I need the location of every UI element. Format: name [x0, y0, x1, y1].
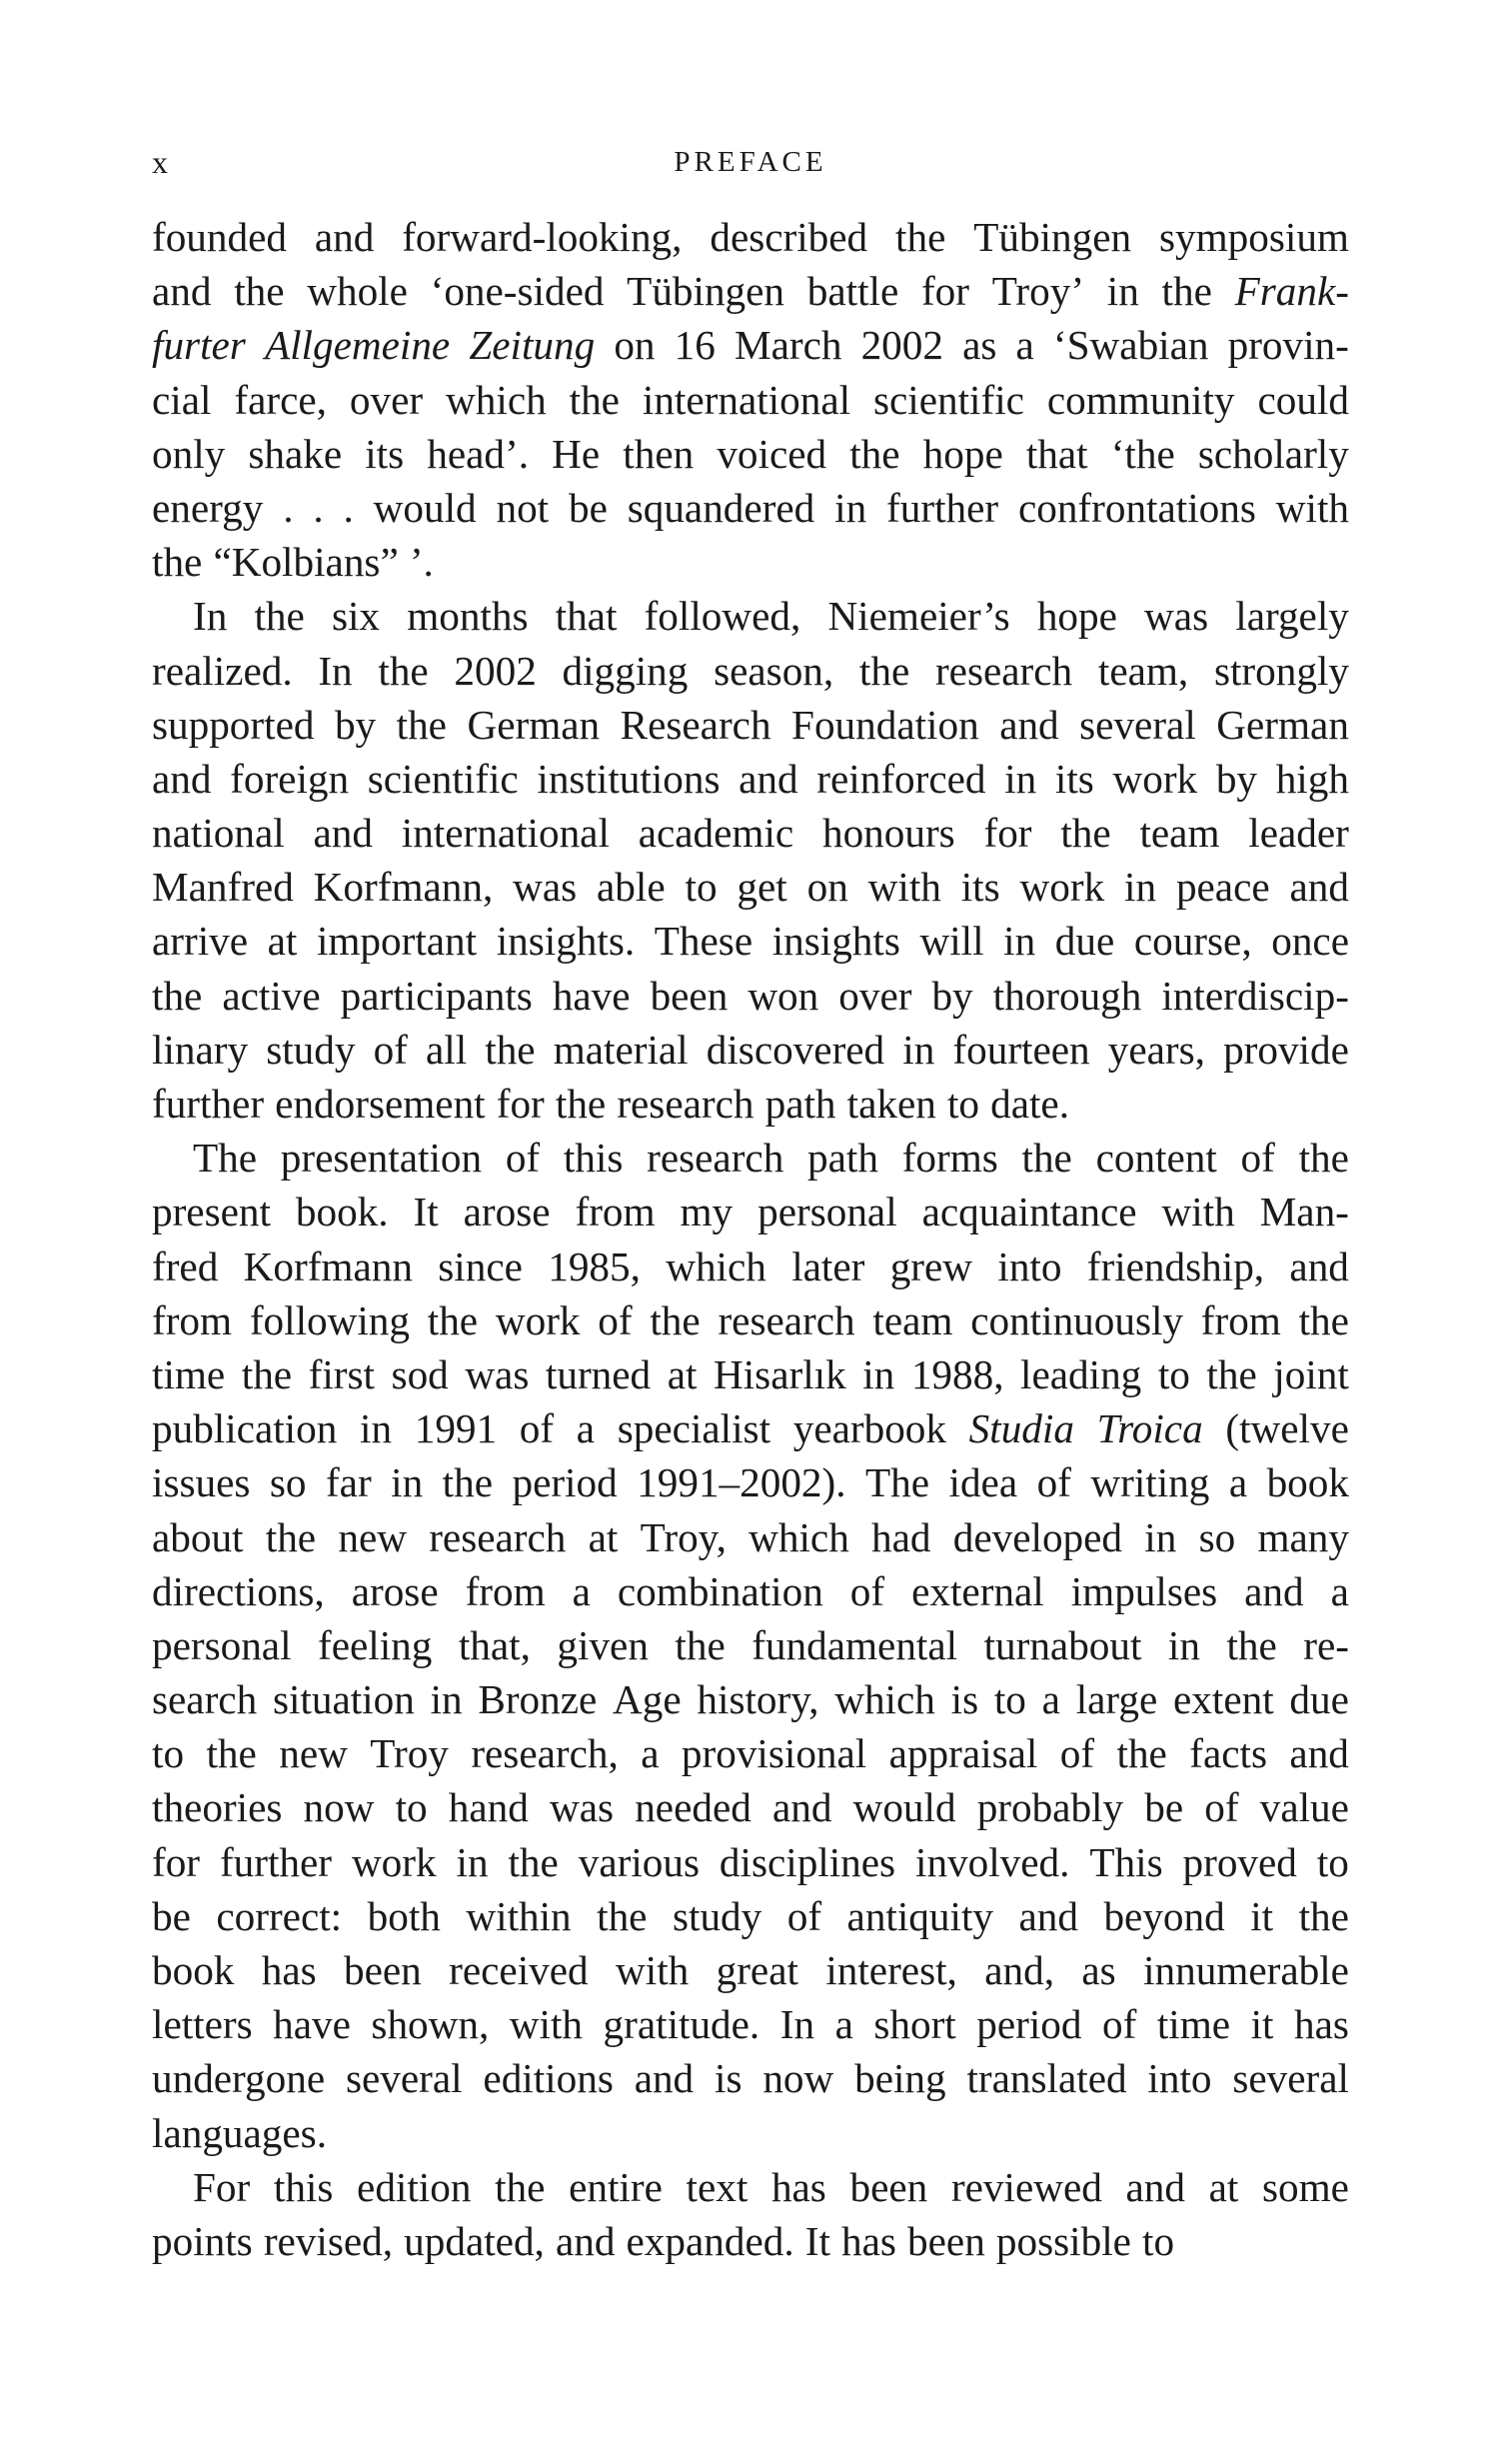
text-line: further endorsement for the research path taken to date.	[152, 1081, 1070, 1127]
text-line: founded and forward-looking, described the Tübingen symposium	[152, 214, 1349, 260]
text-line: to the new Troy research, a provisional appraisal of the facts and	[152, 1730, 1349, 1777]
text-line: languages.	[152, 2109, 327, 2156]
page-number: x	[152, 144, 168, 180]
text-line: from following the work of the research team continuously from the	[152, 1296, 1349, 1343]
text-line: the active participants have been won over by thorough interdiscip-	[152, 972, 1349, 1019]
text-line: In the six months that followed, Niemeier’s hope was largely	[193, 593, 1349, 640]
text-line: linary study of all the material discovered in fourteen years, provide	[152, 1026, 1349, 1073]
text-line: for further work in the various disciplines involved. This proved to	[152, 1838, 1349, 1885]
running-head	[152, 142, 1349, 182]
running-title: PREFACE	[674, 146, 827, 178]
text-line: theories now to hand was needed and would probably be of value	[152, 1784, 1349, 1831]
text-line: supported by the German Research Foundation and several German	[152, 701, 1349, 748]
text-line: issues so far in the period 1991–2002). The idea of writing a book	[152, 1459, 1349, 1506]
text-line: publication in 1991 of a specialist yearbook Studia Troica (twelve	[152, 1405, 1349, 1452]
text-line: search situation in Bronze Age history, which is to a large extent due	[152, 1676, 1349, 1723]
text-line: time the first sod was turned at Hisarlık in 1988, leading to the joint	[152, 1350, 1349, 1397]
text-line: cial farce, over which the international scientific community could	[152, 376, 1349, 423]
text-line: present book. It arose from my personal acquaintance with Man-	[152, 1189, 1349, 1235]
text-line: be correct: both within the study of antiquity and beyond it the	[152, 1892, 1349, 1939]
text-line: the “Kolbians” ’.	[152, 539, 434, 586]
text-line: furter Allgemeine Zeitung on 16 March 2002 as a ‘Swabian provin-	[152, 322, 1349, 369]
text-line: energy . . . would not be squandered in further confrontations with	[152, 484, 1349, 531]
text-line: letters have shown, with gratitude. In a short period of time it has	[152, 2001, 1349, 2048]
body-text	[152, 210, 1349, 2268]
text-line: book has been received with great interest, and, as innumerable	[152, 1947, 1349, 1993]
text-line: and foreign scientific institutions and reinforced in its work by high	[152, 755, 1349, 802]
text-line: and the whole ‘one-sided Tübingen battle for Troy’ in the Frank-	[152, 268, 1349, 315]
text-line: about the new research at Troy, which had developed in so many	[152, 1513, 1349, 1560]
text-line: The presentation of this research path forms the content of the	[193, 1135, 1349, 1182]
text-line: arrive at important insights. These insights will in due course, once	[152, 918, 1349, 965]
text-line: directions, arose from a combination of external impulses and a	[152, 1567, 1349, 1614]
text-line: Manfred Korfmann, was able to get on with its work in peace and	[152, 864, 1349, 911]
text-line: realized. In the 2002 digging season, the research team, strongly	[152, 647, 1349, 694]
text-line: points revised, updated, and expanded. It has been possible to	[152, 2217, 1175, 2264]
text-line: undergone several editions and is now being translated into several	[152, 2055, 1349, 2102]
text-line: only shake its head’. He then voiced the hope that ‘the scholarly	[152, 430, 1349, 477]
text-line: For this edition the entire text has been reviewed and at some	[193, 2163, 1349, 2210]
text-line: national and international academic honours for the team leader	[152, 810, 1349, 857]
text-line: fred Korfmann since 1985, which later grew into friendship, and	[152, 1242, 1349, 1289]
text-line: personal feeling that, given the fundamental turnabout in the re-	[152, 1621, 1349, 1668]
